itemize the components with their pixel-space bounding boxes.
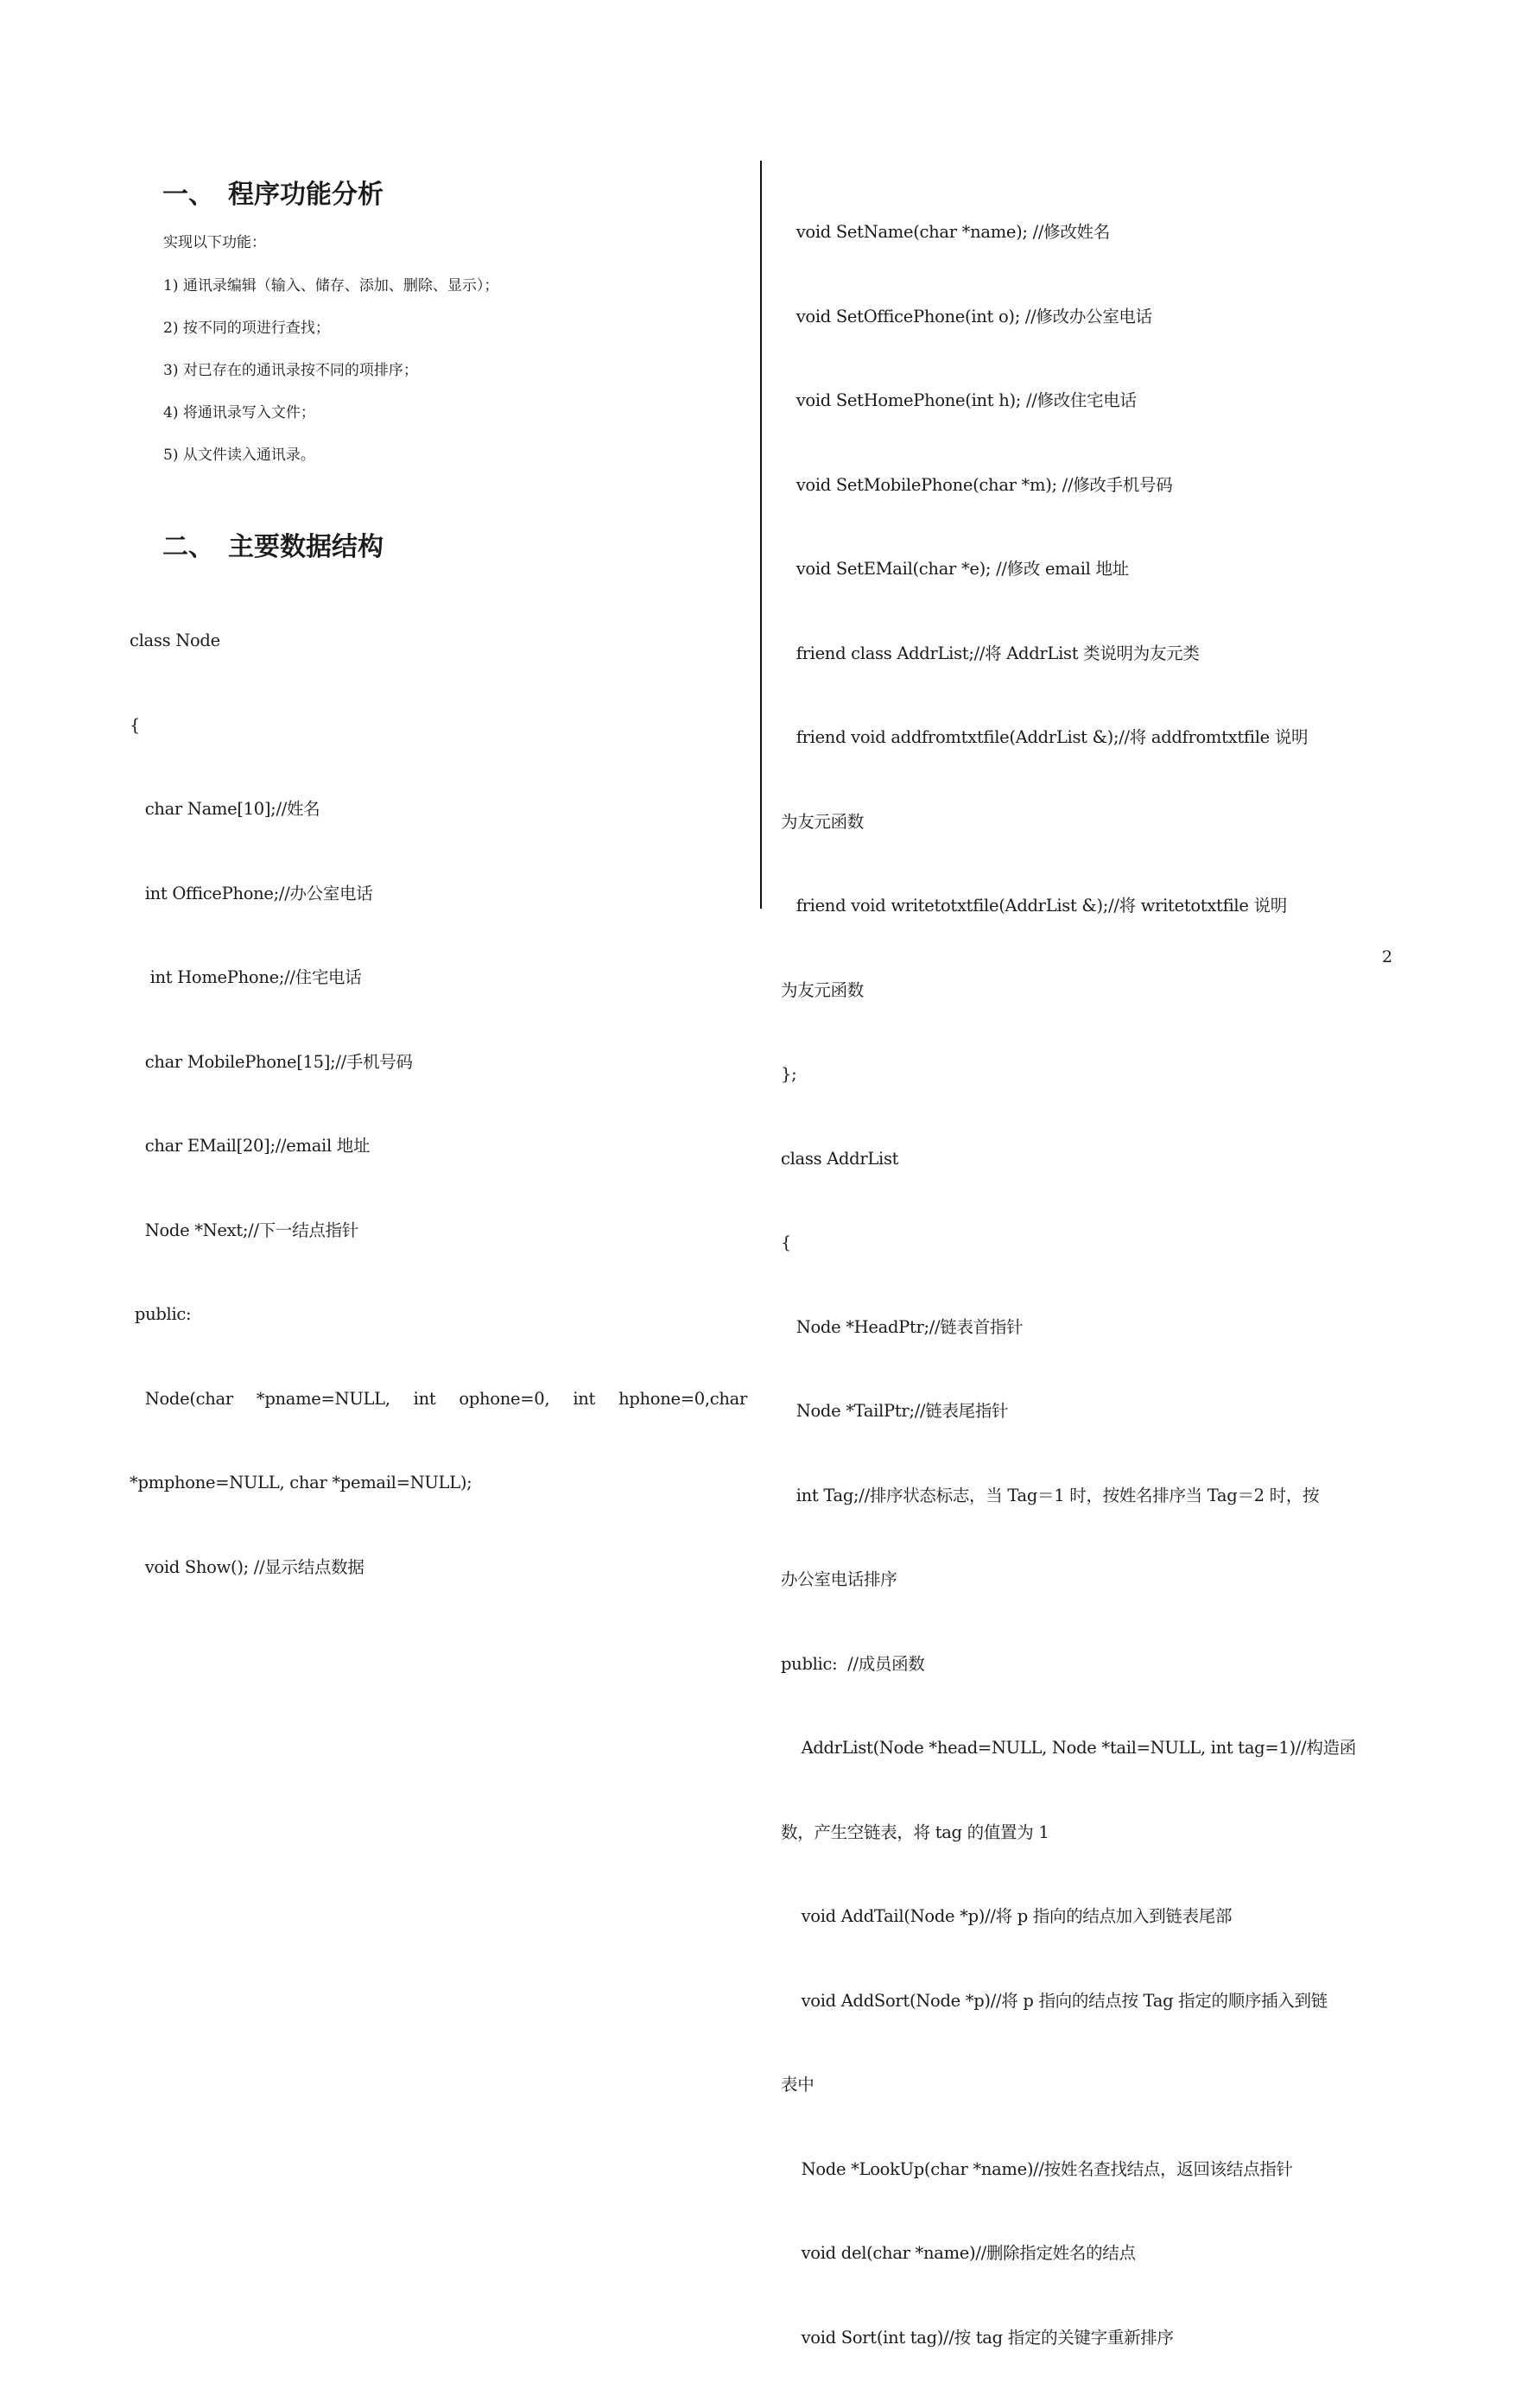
code-token: int xyxy=(413,1388,436,1409)
code-line: void SetHomePhone(int h); //修改住宅电话 xyxy=(781,390,1137,410)
code-line: 数，产生空链表，将 tag 的值置为 1 xyxy=(781,1822,1049,1842)
code-line: void SetMobilePhone(char *m); //修改手机号码 xyxy=(781,474,1173,495)
code-line: void AddTail(Node *p)//将 p 指向的结点加入到链表尾部 xyxy=(781,1906,1233,1926)
code-line: void AddSort(Node *p)//将 p 指向的结点按 Tag 指定的顺序插入到链 xyxy=(781,1990,1328,2011)
code-line: void SetEMail(char *e); //修改 email 地址 xyxy=(781,559,1129,579)
column-divider xyxy=(760,161,762,909)
node-class-code xyxy=(130,571,747,1638)
addrlist-class-code xyxy=(781,162,1399,2408)
code-line: char EMail[20];//email 地址 xyxy=(130,1136,371,1156)
page-number: 2 xyxy=(1382,947,1393,966)
code-line: 为友元函数 xyxy=(781,979,865,1000)
section-1-title: 程序功能分析 xyxy=(228,180,384,210)
section-2-number: 二、 xyxy=(162,532,214,562)
code-token: *pname=NULL, xyxy=(256,1388,390,1409)
code-line-justified xyxy=(130,1385,747,1414)
section-1-heading xyxy=(162,173,384,211)
feature-item-1: 1) 通讯录编辑（输入、储存、添加、删除、显示）； xyxy=(163,277,499,295)
feature-item-5: 5) 从文件读入通讯录。 xyxy=(163,447,315,464)
code-line: Node *HeadPtr;//链表首指针 xyxy=(781,1316,1024,1337)
feature-item-2: 2) 按不同的项进行查找； xyxy=(163,320,330,337)
code-line: { xyxy=(781,1233,792,1252)
code-line: 办公室电话排序 xyxy=(781,1569,897,1589)
code-line: char Name[10];//姓名 xyxy=(130,799,320,819)
code-line: void del(char *name)//删除指定姓名的结点 xyxy=(781,2243,1136,2263)
code-line: int HomePhone;//住宅电话 xyxy=(130,967,362,987)
code-line: class Node xyxy=(130,631,220,650)
code-token: hphone=0,char xyxy=(618,1388,747,1409)
code-line: 表中 xyxy=(781,2075,815,2094)
code-line: friend void addfromtxtfile(AddrList &);//将 addfromtxtfile 说明 xyxy=(781,727,1309,747)
code-line: AddrList(Node *head=NULL, Node *tail=NULL, int tag=1)//构造函 xyxy=(781,1738,1356,1758)
code-line: public: //成员函数 xyxy=(781,1653,925,1674)
code-token: ophone=0, xyxy=(459,1388,550,1409)
section-2-title: 主要数据结构 xyxy=(228,532,384,562)
code-token: Node(char xyxy=(130,1388,233,1409)
code-line: Node *LookUp(char *name)//按姓名查找结点，返回该结点指针 xyxy=(781,2158,1293,2179)
section-1-intro: 实现以下功能： xyxy=(163,234,266,251)
code-line: void SetName(char *name); //修改姓名 xyxy=(781,222,1110,242)
code-token: int xyxy=(573,1388,596,1409)
code-line: Node *Next;//下一结点指针 xyxy=(130,1220,358,1240)
code-line: void Sort(int tag)//按 tag 指定的关键字重新排序 xyxy=(781,2327,1174,2348)
code-line: 为友元函数 xyxy=(781,811,865,832)
code-line: void SetOfficePhone(int o); //修改办公室电话 xyxy=(781,306,1152,326)
code-line: friend void writetotxtfile(AddrList &);//将 writetotxtfile 说明 xyxy=(781,896,1287,916)
code-line: class AddrList xyxy=(781,1148,899,1169)
code-line: friend class AddrList;//将 AddrList 类说明为友元类 xyxy=(781,643,1200,663)
code-line: public: xyxy=(130,1304,192,1324)
code-line: void Show(); //显示结点数据 xyxy=(130,1556,364,1577)
section-1-number: 一、 xyxy=(162,180,214,210)
code-line: char MobilePhone[15];//手机号码 xyxy=(130,1051,413,1072)
code-line: int Tag;//排序状态标志，当 Tag＝1 时，按姓名排序当 Tag＝2 时，按 xyxy=(781,1485,1320,1505)
code-line: { xyxy=(130,714,141,735)
code-line: Node *TailPtr;//链表尾指针 xyxy=(781,1401,1009,1421)
code-line: int OfficePhone;//办公室电话 xyxy=(130,883,373,903)
feature-item-4: 4) 将通讯录写入文件； xyxy=(163,404,315,421)
section-2-heading xyxy=(162,525,384,563)
feature-item-3: 3) 对已存在的通讯录按不同的项排序； xyxy=(163,362,418,379)
code-line: }; xyxy=(781,1064,797,1084)
code-line: *pmphone=NULL, char *pemail=NULL); xyxy=(130,1473,472,1492)
